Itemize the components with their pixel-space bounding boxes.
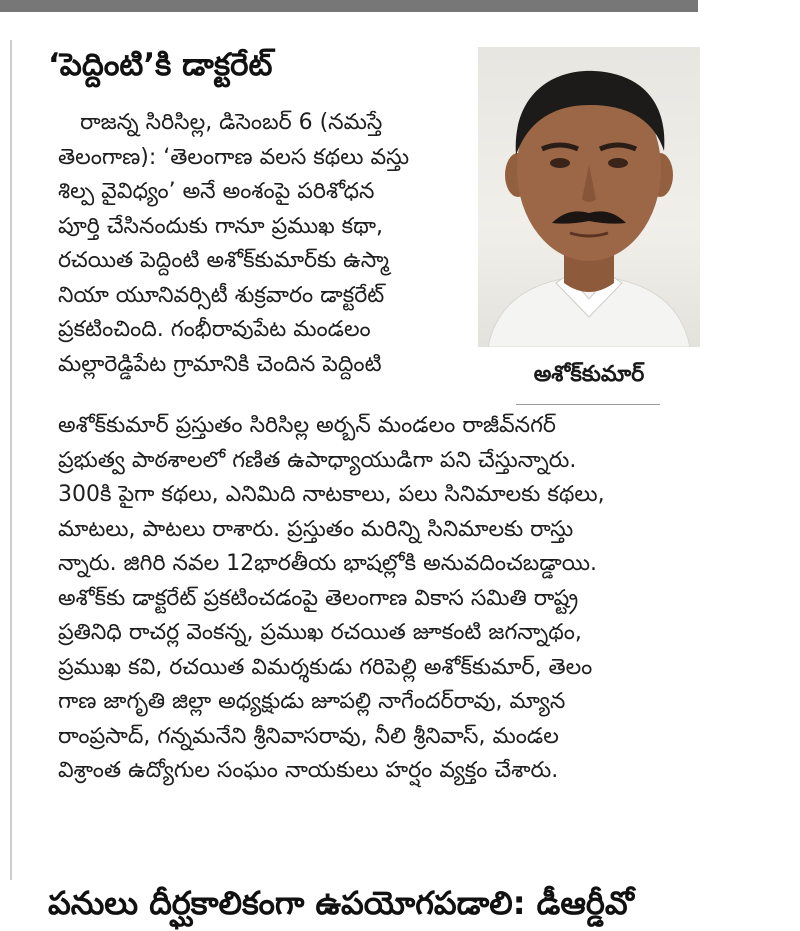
body-line: విశ్రాంత ఉద్యోగుల సంఘం నాయకులు హర్షం వ్యక్తం చేశారు. [58,758,559,783]
body-line: మల్లారెడ్డిపేట గ్రామానికి చెందిన పెద్దింటి [58,351,382,377]
article-body-narrow [58,106,478,382]
column-rule [10,40,12,880]
portrait-illustration [478,47,700,347]
top-band [0,0,698,12]
body-line: రాంప్రసాద్, గన్నమనేని శ్రీనివాసరావు, నీలి శ్రీనివాస్, మండల [58,723,559,749]
caption-divider [516,404,660,405]
body-line: ప్రముఖ కవి, రచయిత విమర్శకుడు గరిపెల్లి అశోక్‌కుమార్, తెలం [58,654,593,680]
article-body-wide [58,409,688,789]
body-line: రచయిత పెద్దింటి అశోక్‌కుమార్‌కు ఉస్మా [58,248,390,273]
body-line: ప్రతినిధి రాచర్ల వెంకన్న, ప్రముఖ రచయిత జూకంటి జగన్నాథం, [58,620,582,645]
next-article-headline: పనులు దీర్ఘకాలికంగా ఉపయోగపడాలి: డీఆర్డీవో [48,884,634,922]
body-line: రాజన్న సిరిసిల్ల, డిసెంబర్ 6 (నమస్తే [80,110,383,135]
body-line: మాటలు, పాటలు రాశారు. ప్రస్తుతం మరిన్ని సినిమాలకు రాస్తు [58,516,574,542]
body-line: నియా యూనివర్సిటీ శుక్రవారం డాక్టరేట్ [58,282,385,308]
body-line: న్నారు. జిగిరి నవల 12భారతీయ భాషల్లోకి అనువదించబడ్డాయి. [58,551,598,576]
body-line: శిల్ప వైవిధ్యం’ అనే అంశంపై పరిశోధన [58,179,375,204]
body-line: 300కి పైగా కథలు, ఎనిమిది నాటకాలు, పలు సినిమాలకు కథలు, [58,482,605,507]
article-headline: ‘పెద్దింటి’కి డాక్టరేట్ [48,47,273,83]
body-line: పూర్తి చేసినందుకు గానూ ప్రముఖ కథా, [58,213,384,239]
body-line: అశోక్‌కు డాక్టరేట్ ప్రకటించడంపై తెలంగాణ వికాస సమితి రాష్ట్ర [58,585,579,611]
body-line: ప్రకటించింది. గంభీరావుపేట మండలం [58,317,371,342]
right-margin [698,0,800,931]
body-line: తెలంగాణ): ‘తెలంగాణ వలస కథలు వస్తు [58,144,410,170]
body-line: అశోక్‌కుమార్ ప్రస్తుతం సిరిసిల్ల అర్బన్ మండలం రాజీవ్‌నగర్ [58,413,556,438]
photo-caption: అశోక్‌కుమార్ [533,362,645,387]
body-line: ప్రభుత్వ పాఠశాలలో గణిత ఉపాధ్యాయుడిగా పని చేస్తున్నారు. [58,447,577,473]
body-line: గాణ జాగృతి జిల్లా అధ్యక్షుడు జూపల్లి నాగేందర్‌రావు, మ్యాన [58,689,566,714]
author-photo [478,47,700,347]
